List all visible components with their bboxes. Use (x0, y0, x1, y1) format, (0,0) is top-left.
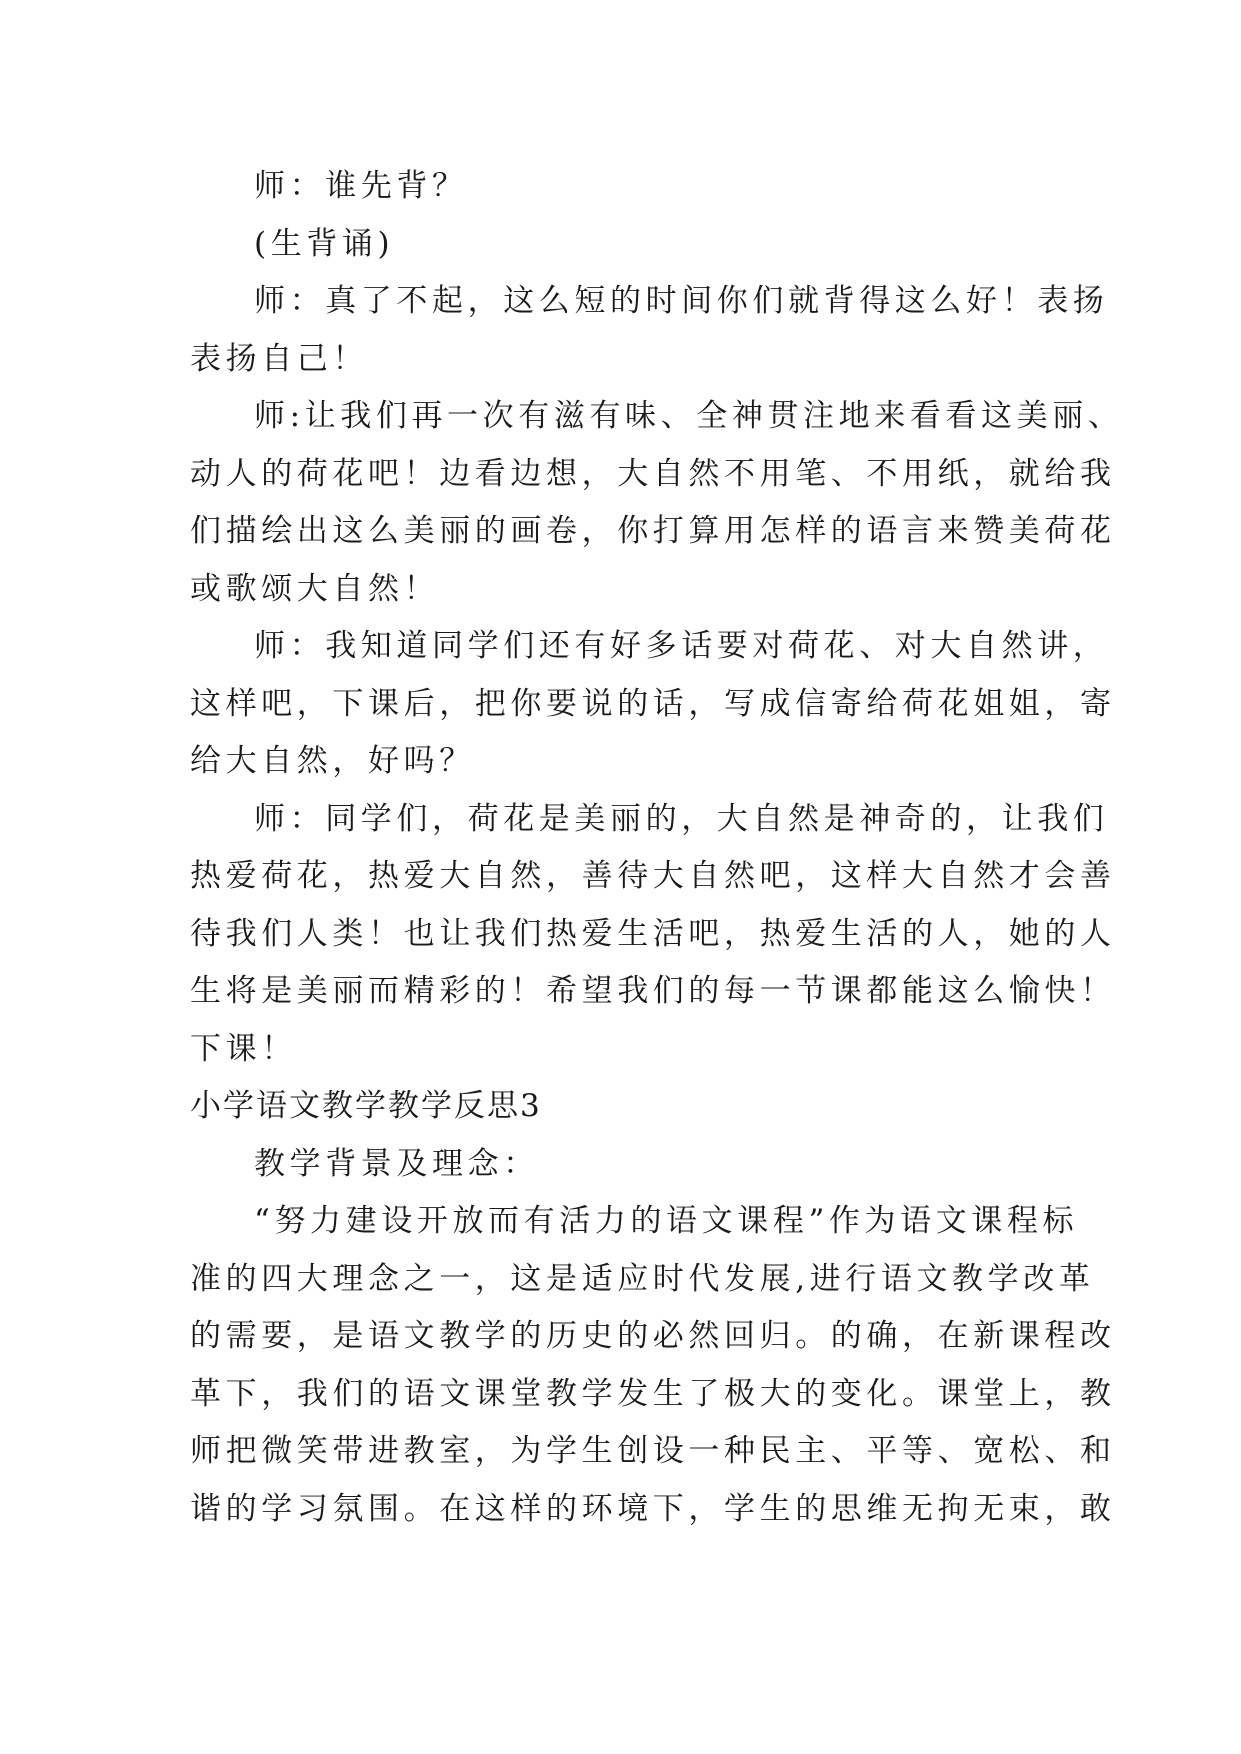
paragraph-line: 师：我知道同学们还有好多话要对荷花、对大自然讲， (254, 628, 1109, 664)
paragraph-line: 热爱荷花，热爱大自然，善待大自然吧，这样大自然才会善 (190, 858, 1116, 894)
paragraph-line: 待我们人类！也让我们热爱生活吧，热爱生活的人，她的人 (190, 916, 1116, 952)
paragraph-line: 给大自然，好吗？ (190, 743, 475, 779)
section-heading: 小学语文教学教学反思3 (190, 1088, 542, 1124)
paragraph-line: 师：谁先背？ (254, 168, 468, 204)
paragraph-line: 师：真了不起，这么短的时间你们就背得这么好！表扬 (254, 283, 1109, 319)
paragraph-line: 这样吧，下课后，把你要说的话，写成信寄给荷花姐姐，寄 (190, 686, 1116, 722)
paragraph-line: (生背诵) (254, 226, 395, 262)
paragraph-line: 们描绘出这么美丽的画卷，你打算用怎样的语言来赞美荷花 (190, 513, 1116, 549)
paragraph-line: 生将是美丽而精彩的！希望我们的每一节课都能这么愉快！ (190, 973, 1116, 1009)
paragraph-line: “努力建设开放而有活力的语文课程”作为语文课程标 (254, 1203, 1079, 1239)
paragraph-line: 准的四大理念之一，这是适应时代发展,进行语文教学改革 (190, 1261, 1095, 1297)
paragraph-line: 表扬自己！ (190, 341, 368, 377)
paragraph-line: 或歌颂大自然！ (190, 571, 440, 607)
paragraph-line: 动人的荷花吧！边看边想，大自然不用笔、不用纸，就给我 (190, 456, 1116, 492)
paragraph-line: 师：同学们，荷花是美丽的，大自然是神奇的，让我们 (254, 801, 1109, 837)
paragraph-line: 下课！ (190, 1031, 297, 1067)
paragraph-line: 师:让我们再一次有滋有味、全神贯注地来看看这美丽、 (254, 398, 1124, 434)
paragraph-line: 师把微笑带进教室，为学生创设一种民主、平等、宽松、和 (190, 1433, 1116, 1469)
paragraph-line: 教学背景及理念： (254, 1146, 539, 1182)
paragraph-line: 革下，我们的语文课堂教学发生了极大的变化。课堂上，教 (190, 1376, 1116, 1412)
paragraph-line: 的需要，是语文教学的历史的必然回归。的确，在新课程改 (190, 1318, 1116, 1354)
paragraph-line: 谐的学习氛围。在这样的环境下，学生的思维无拘无束，敢 (190, 1491, 1116, 1527)
